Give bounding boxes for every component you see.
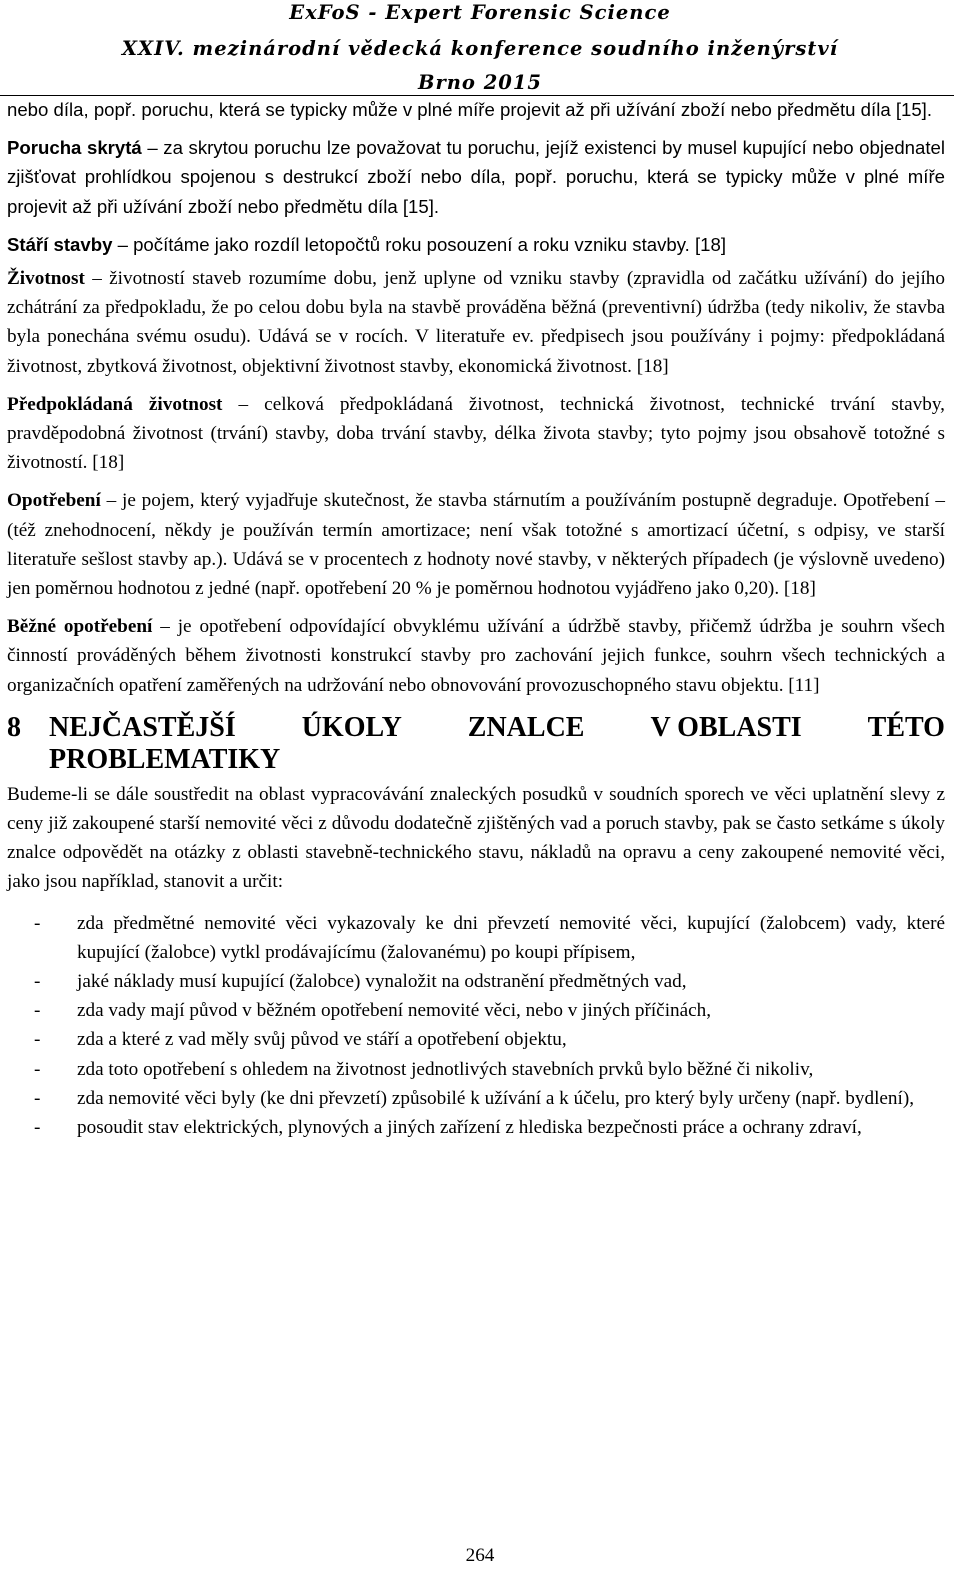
- page-header: [0, 0, 960, 102]
- section-title-word: V OBLASTI: [650, 711, 802, 743]
- section-title-line2: PROBLEMATIKY: [49, 743, 281, 775]
- list-item-text: posoudit stav elektrických, plynových a jiných zařízení z hlediska bezpečnosti práce a ochrany zdraví,: [77, 1117, 862, 1139]
- list-item: [7, 1113, 945, 1142]
- section-heading: [7, 712, 945, 776]
- list-item: [7, 909, 945, 967]
- term-predpokladana-zivotnost: Předpokládaná životnost: [7, 393, 223, 415]
- list-item: [7, 996, 945, 1025]
- header-place-year: Brno 2015: [417, 71, 542, 94]
- term-stari-stavby: Stáří stavby: [7, 233, 113, 255]
- section-intro: Budeme-li se dále soustředit na oblast vypracovávání znaleckých posudků v soudních sporech ve věci uplatnění slevy z ceny již zakoupené starší nemovité věci z důvodu dodatečně zjištěných vad a poruch stavby, pak se často setkáme s úkoly znalce odpovědět na otázky z oblasti stavebně-technického stavu, nákladů na opravu a ceny zakoupené nemovité věci, jako jsou například, stanovit a určit:: [7, 783, 945, 893]
- term-bezne-opotrebeni: Běžné opotřebení: [7, 616, 153, 638]
- definition-predpokladana-zivotnost: – celková předpokládaná životnost, technická životnost, technické trvání stavby, pravděpodobná životnost (trvání) stavby, doba trvání stavby, délka života stavby; tyto pojmy jsou obsahově totožné s životností. [18]: [7, 393, 945, 474]
- list-item: [7, 967, 945, 996]
- paragraph-continued: nebo díla, popř. poruchu, která se typicky může v plné míře projevit až při užívání zboží nebo předmětu díla [15].: [7, 99, 933, 120]
- list-item-text: zda toto opotřebení s ohledem na životnost jednotlivých stavebních prvků bylo běžné či nikoliv,: [77, 1058, 814, 1080]
- list-item: [7, 1084, 945, 1113]
- list-marker: -: [34, 1000, 41, 1022]
- header-title: ExFoS - Expert Forensic Science: [289, 1, 671, 24]
- section-number: 8: [7, 711, 21, 743]
- section-title-word: NEJČASTĚJŠÍ: [49, 711, 236, 743]
- paragraph-opotrebeni: [7, 486, 945, 603]
- section-title-word: ÚKOLY: [301, 711, 402, 743]
- paragraph-bezne-opotrebeni: [7, 612, 945, 700]
- list-marker: -: [34, 1029, 41, 1051]
- list-marker: -: [34, 912, 41, 934]
- definition-bezne-opotrebeni: – je opotřebení odpovídající obvyklému užívání a údržbě stavby, přičemž údržba je souhrn všech činností prováděných během životnosti konstrukcí stavby pro zachování jejich funkce, souhrn všech technických a organizačních opatření zaměřených na udržování nebo obnovování provozuschopného stavu objektu. [11]: [7, 616, 945, 696]
- list-item-text: jaké náklady musí kupující (žalobce) vynaložit na odstranění předmětných vad,: [77, 971, 687, 993]
- paragraph-predpokladana-zivotnost: [7, 390, 945, 478]
- task-list: [7, 909, 945, 1143]
- paragraph-porucha-skryta: [7, 133, 945, 221]
- term-opotrebeni: Opotřebení: [7, 490, 101, 512]
- header-conference: XXIV. mezinárodní vědecká konference soudního inženýrství: [121, 37, 839, 60]
- list-item-text: zda nemovité věci byly (ke dni převzetí) způsobilé k užívání a k účelu, pro který byly určeny (např. bydlení),: [77, 1087, 915, 1109]
- list-item: [7, 1055, 945, 1084]
- list-marker: -: [34, 1087, 41, 1109]
- list-item-text: zda předmětné nemovité věci vykazovaly ke dni převzetí nemovité věci, kupující (žalobcem) vady, které kupující (žalobce) vytkl prodávajícímu (žalovanému) po koupi přípisem,: [77, 912, 945, 963]
- paragraph-zivotnost: [7, 264, 945, 381]
- page-body: [7, 95, 945, 1142]
- paragraph-stari-stavby: [7, 230, 945, 259]
- section-title-word: TÉTO: [867, 711, 945, 743]
- term-porucha-skryta: Porucha skrytá: [7, 137, 142, 159]
- section-title-word: ZNALCE: [467, 711, 585, 743]
- term-zivotnost: Životnost: [7, 268, 85, 290]
- list-marker: -: [34, 971, 41, 993]
- list-marker: -: [34, 1058, 41, 1080]
- definition-opotrebeni: – je pojem, který vyjadřuje skutečnost, že stavba stárnutím a používáním postupně degraduje. Opotřebení – (též znehodnocení, někdy je používán termín amortizace; není však totožné s amortizací účetní, s odpisy, ve starší literatuře sešlost stavby ap.). Udává se v procentech z hodnoty nové stavby, v některých případech (je výslovně uvedeno) jen poměrnou hodnotou z jedné (např. opotřebení 20 % je poměrnou hodnotou vyjádřeno jako 0,20). [18]: [7, 490, 945, 600]
- definition-zivotnost: – životností staveb rozumíme dobu, jenž uplyne od vzniku stavby (zpravidla od začátku užívání) do jejího zchátrání za předpokladu, že po celou dobu byla na stavbě prováděna běžná (preventivní) údržba (tedy nikoliv, že stavba byla ponechána svému osudu). Udává se v rocích. V literatuře ev. předpisech jsou používány i pojmy: předpokládaná životnost, zbytková životnost, objektivní životnost stavby, ekonomická životnost. [18]: [7, 268, 945, 377]
- page-number: 264: [465, 1545, 495, 1566]
- definition-stari-stavby: – počítáme jako rozdíl letopočtů roku posouzení a roku vzniku stavby. [18]: [112, 233, 727, 255]
- list-item-text: zda a které z vad měly svůj původ ve stáří a opotřebení objektu,: [77, 1029, 567, 1051]
- list-item: [7, 1025, 945, 1054]
- list-marker: -: [34, 1117, 41, 1139]
- definition-porucha-skryta: – za skrytou poruchu lze považovat tu poruchu, jejíž existenci by musel kupující nebo objednatel zjišťovat prohlídkou spojenou s destrukcí zboží nebo díla, popř. poruchu, která se typicky může v plné míře projevit až při užívání zboží nebo předmětu díla [15].: [7, 137, 945, 217]
- list-item-text: zda vady mají původ v běžném opotřebení nemovité věci, nebo v jiných příčinách,: [77, 1000, 712, 1022]
